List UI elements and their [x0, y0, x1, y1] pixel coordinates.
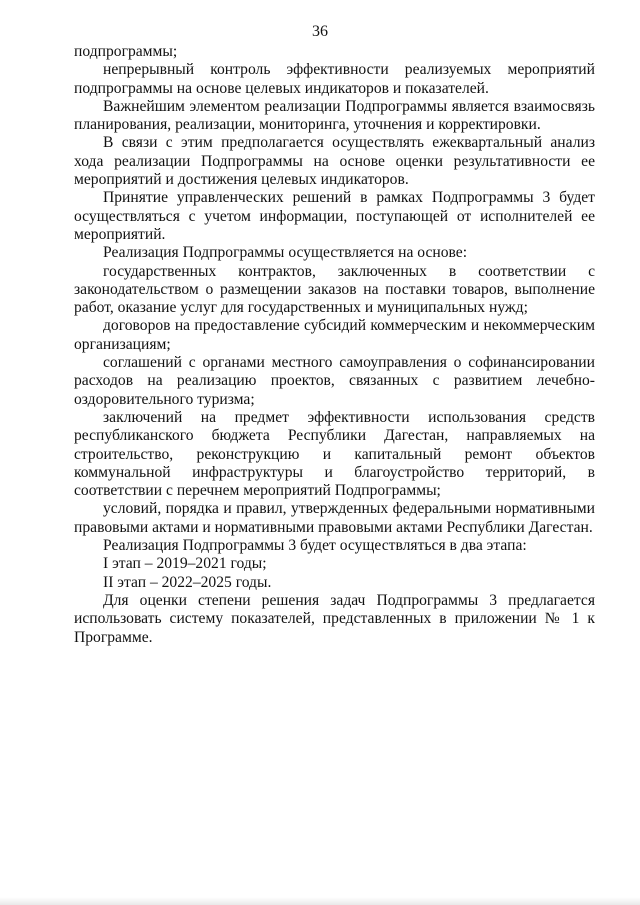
paragraph-implementation-basis: Реализация Подпрограммы осуществляется на основе: [103, 244, 468, 262]
stage-two: II этап – 2022–2025 годы. [103, 573, 272, 591]
paragraph-key-element: Важнейшим элементом реализации Подпрограммы является взаимосвязь планирования, реализации, мониторинга, уточнения и корректировки. [74, 97, 595, 134]
page-number: 36 [312, 23, 328, 40]
list-item-efficiency-conclusions: заключений на предмет эффективности использования средств республиканского бюджета Республики Дагестан, направляемых на строительство, реконструкцию и капитальный ремонт объектов коммунальной инфраструктуры и благоустройство территорий, в соответствии с перечнем мероприятий Подпрограммы; [74, 408, 595, 500]
scan-bottom-edge [0, 897, 640, 905]
paragraph-quarterly-analysis: В связи с этим предполагается осуществлять ежеквартальный анализ хода реализации Подпрограммы на основе оценки результативности ее мероприятий и достижения целевых индикаторов. [74, 134, 595, 189]
paragraph-management-decisions: Принятие управленческих решений в рамках Подпрограммы 3 будет осуществляться с учетом информации, поступающей от исполнителей ее мероприятий. [74, 189, 595, 243]
list-item-cofinancing-agreements: соглашений с органами местного самоуправления о софинансировании расходов на реализацию проектов, связанных с развитием лечебно-оздоровительного туризма; [74, 354, 595, 408]
list-item-legal-conditions: условий, порядка и правил, утвержденных федеральными нормативными правовыми актами и нормативными правовыми актами Республики Дагестан. [74, 500, 595, 536]
paragraph-indicator-system: Для оценки степени решения задач Подпрограммы 3 предлагается использовать систему показателей, представленных в приложении № 1 к Программе. [74, 591, 595, 646]
list-item-state-contracts: государственных контрактов, заключенных в соответствии с законодательством о размещении заказов на поставки товаров, выполнение работ, оказание услуг для государственных и муниципальных нужд; [74, 262, 595, 317]
paragraph-two-stages: Реализация Подпрограммы 3 будет осуществляться в два этапа: [103, 537, 527, 555]
paragraph-continuous-control: непрерывный контроль эффективности реализуемых мероприятий подпрограммы на основе целевых индикаторов и показателей. [74, 61, 595, 97]
document-body [74, 43, 595, 647]
paragraph-continuation: подпрограммы; [74, 43, 178, 60]
list-item-subsidy-agreements: договоров на предоставление субсидий коммерческим и некоммерческим организациям; [74, 317, 595, 353]
stage-one: I этап – 2019–2021 годы; [103, 555, 267, 573]
